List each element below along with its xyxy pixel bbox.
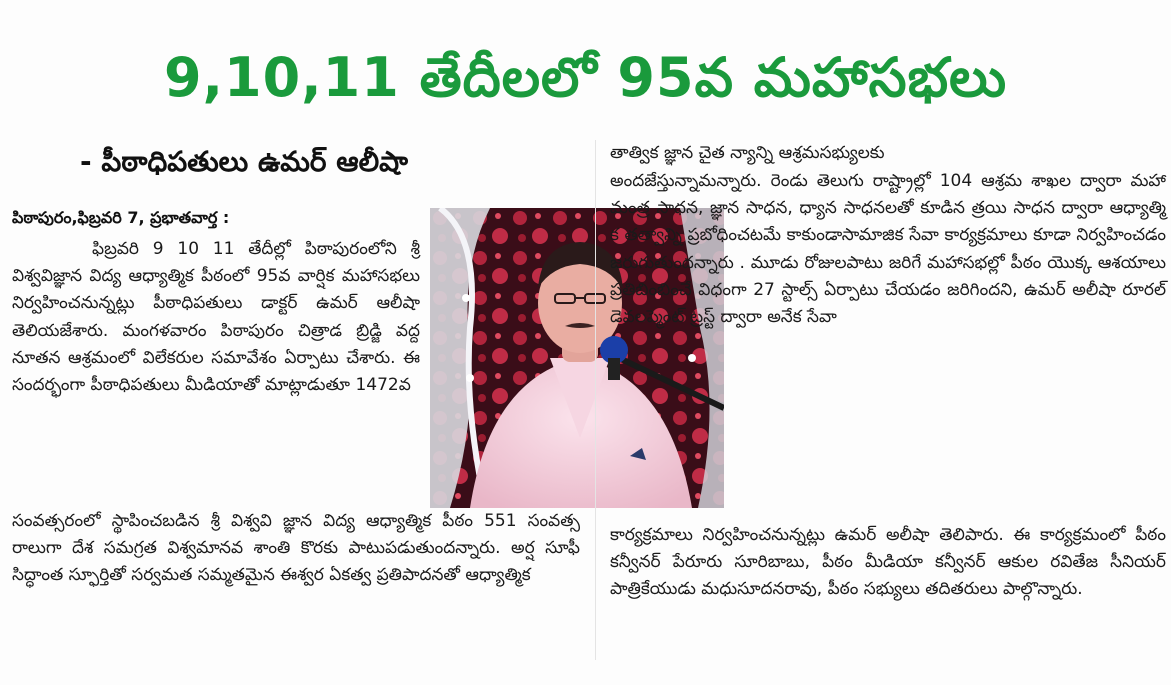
byline: - పీఠాధిపతులు ఉమర్ ఆలీషా	[80, 145, 409, 178]
column-divider	[595, 140, 596, 660]
dateline: పిఠాపురం,ఫిబ్రవరి 7, ప్రభాతవార్త :	[12, 208, 230, 227]
headline: 9,10,11 తేదీలలో 95వ మహాసభలు	[163, 46, 1008, 109]
right-column-first-line: తాత్విక జ్ఞాన చైత న్యాన్ని ఆశ్రమసభ్యులకు	[610, 143, 885, 163]
left-column-bottom-paragraph: సంవత్సరంలో స్థాపించబడిన శ్రీ విశ్వవి జ్ఞాన విద్య ఆధ్యాత్మిక పీఠం 551 సంవత్స రాలుగా దేశ సమగ్రత విశ్వమానవ శాంతి కొరకు పాటుపడుతుందన్నారు. అర్ష సూఫీ సిద్ధాంత స్ఫూర్తితో సర్వమత సమ్మతమైన ఈశ్వర ఏకత్వ ప్రతిపాదనతో ఆధ్యాత్మిక	[12, 511, 580, 586]
left-column-top-paragraph: ఫిబ్రవరి 9 10 11 తేదీల్లో పిఠాపురంలోని శ్రీ విశ్వవిజ్ఞాన విద్య ఆధ్యాత్మిక పీఠంలో 95వ వార్షిక మహాసభలు నిర్వహించనున్నట్లు పీఠాధిపతులు డాక్టర్ ఉమర్ ఆలీషా తెలియజేశారు. మంగళవారం పిఠాపురం చిత్రాడ బ్రిడ్జి వద్ద నూతన ఆశ్రమంలో విలేకరుల సమావేశం ఏర్పాటు చేశారు. ఈ సందర్భంగా పీఠాధిపతులు మీడియాతో మాట్లాడుతూ 1472వ	[12, 239, 420, 396]
right-column-bottom-paragraph: కార్యక్రమాలు నిర్వహించనున్నట్లు ఉమర్ అలీషా తెలిపారు. ఈ కార్యక్రమంలో పీఠం కన్వీనర్ పేరూరు సూరిబాబు, పీఠం మీడియా కన్వీనర్ ఆకుల రవితేజ సీనియర్ పాత్రికేయుడు మధుసూదనరావు, పీఠం సభ్యులు తదితరులు పాల్గొన్నారు.	[610, 525, 1166, 600]
right-column-top-paragraph: అందజేస్తున్నామన్నారు. రెండు తెలుగు రాష్ట్రాల్లో 104 ఆశ్రమ శాఖల ద్వారా మహా మంత్ర సాధన, జ్ఞాన సాధన, ధ్యాన సాధనలతో కూడిన త్రయి సాధన ద్వారా ఆధ్యాత్మి క తత్వాన్ని ప్రబోధించటమే కాకుండాసామాజిక సేవా కార్యక్రమాలు కూడా నిర్వహించడం జరుగుతుందన్నారు . మూడు రోజులపాటు జరిగే మహాసభల్లో పీఠం యొక్క ఆశయాలు ప్రతిబింబించే విధంగా 27 స్టాల్స్ ఏర్పాటు చేయడం జరిగిందని, ఉమర్ అలీషా రూరల్ డెవలప్మెంట్ ట్రస్ట్ ద్వారా అనేక సేవా	[610, 171, 1166, 328]
